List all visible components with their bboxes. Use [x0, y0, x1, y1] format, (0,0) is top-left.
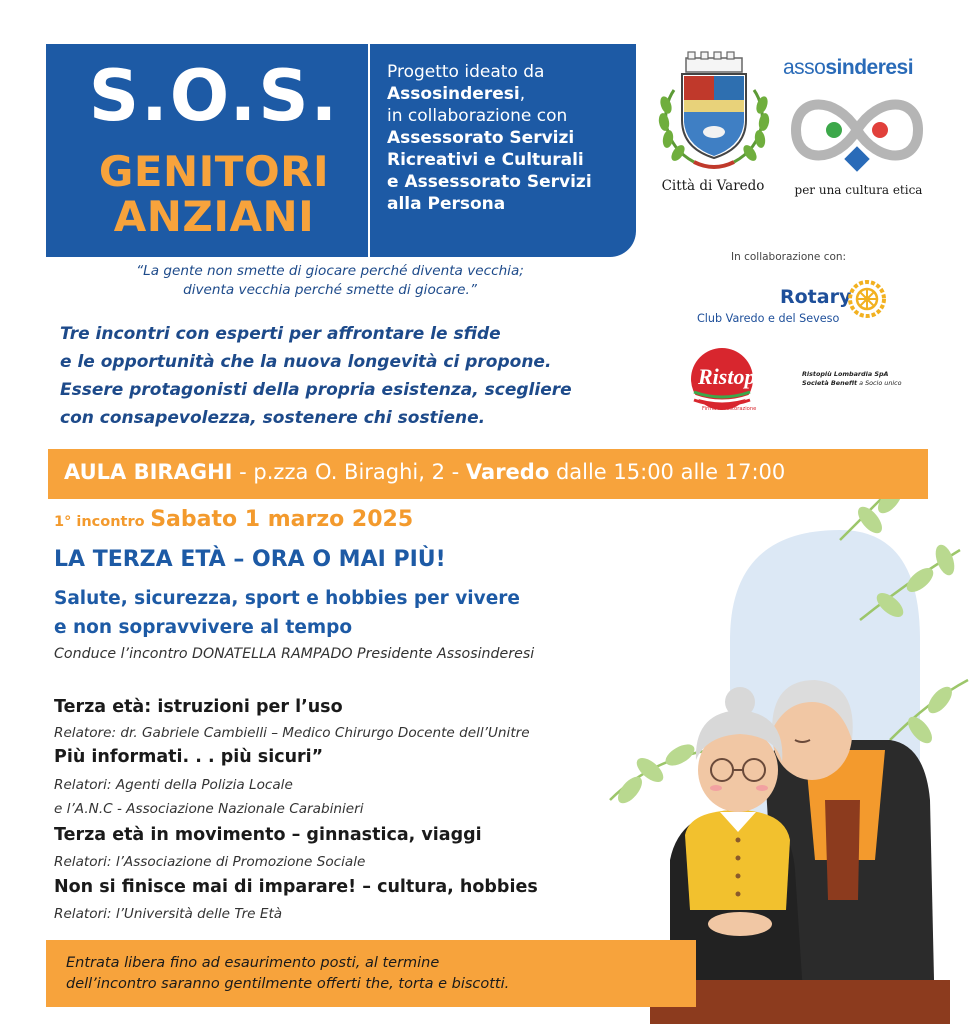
footer-line1: Entrata libera fino ad esaurimento posti, al termine — [66, 955, 440, 971]
citta-label: Città di Varedo — [661, 178, 765, 194]
project-bold-3: e Assessorato Servizi — [387, 172, 592, 192]
intro-line1: Tre incontri con esperti per affrontare le sfide — [60, 324, 501, 344]
meeting-title: LA TERZA ETÀ – ORA O MAI PIÙ! — [54, 547, 446, 572]
ristopiu-logo-icon — [690, 346, 796, 412]
topic-speaker: Relatori: l’Associazione di Promozione Sociale — [54, 854, 366, 870]
meeting-subtitle — [54, 584, 654, 642]
rotary-wordmark: Rotary — [780, 286, 852, 308]
assosinderesi-infinity-icon — [786, 84, 928, 176]
sos-title: S.O.S. — [88, 55, 340, 137]
asso-suffix: sinderesi — [825, 56, 914, 79]
venue-text — [64, 460, 785, 484]
quote — [60, 262, 600, 300]
assosinderesi-wordmark — [783, 56, 913, 80]
anziani-title: ANZIANI — [113, 192, 315, 241]
genitori-title: GENITORI — [98, 147, 330, 196]
collaboration-label: In collaborazione con: — [731, 251, 847, 263]
quote-line1: “La gente non smette di giocare perché diventa vecchia; — [136, 263, 524, 279]
topic-title: Terza età in movimento – ginnastica, viaggi — [54, 825, 482, 845]
venue-city: Varedo — [465, 460, 550, 484]
ristopiu-benefit-bold: Società Benefit — [802, 379, 858, 387]
topic-speaker: Relatori: Agenti della Polizia Locale — [54, 777, 293, 793]
ristopiu-seal-text: Firma la Ristorazione — [702, 406, 757, 412]
meeting-subtitle-line1: Salute, sicurezza, sport e hobbies per vivere — [54, 588, 520, 609]
intro-text — [60, 320, 640, 432]
footer-line2: dell’incontro saranno gentilmente offerti the, torta e biscotti. — [66, 976, 510, 992]
topic-speaker: e l’A.N.C - Associazione Nazionale Carabinieri — [54, 801, 364, 817]
ristopiu-brand-text: Ristopiù — [698, 364, 774, 389]
meeting-subtitle-line2: e non sopravvivere al tempo — [54, 617, 353, 638]
topic-title: Più informati. . . più sicuri” — [54, 747, 324, 767]
intro-line2: e le opportunità che la nuova longevità ci propone. — [60, 352, 552, 372]
ristopiu-benefit — [802, 379, 902, 387]
topic-title: Terza età: istruzioni per l’uso — [54, 697, 343, 717]
ristopiu-company: Ristopiù Lombardia SpA — [802, 370, 889, 378]
venue-place: AULA BIRAGHI — [64, 460, 233, 484]
rotary-wheel-icon — [847, 279, 887, 319]
ristopiu-socio: a Socio unico — [859, 379, 902, 387]
project-line1: Progetto ideato da — [387, 62, 545, 82]
meeting-conductor: Conduce l’incontro DONATELLA RAMPADO Presidente Assosinderesi — [54, 646, 535, 662]
rotary-club-label: Club Varedo e del Seveso — [697, 312, 840, 325]
venue-address: p.zza O. Biraghi, 2 — [253, 460, 445, 484]
project-bold-2: Ricreativi e Culturali — [387, 150, 584, 170]
project-bold-1: Assessorato Servizi — [387, 128, 575, 148]
project-org: Assosinderesi — [387, 84, 520, 104]
venue-sep1: - — [232, 460, 254, 484]
project-bold-4: alla Persona — [387, 194, 506, 214]
project-description — [387, 61, 632, 215]
intro-line4: con consapevolezza, sostenere chi sostiene. — [60, 408, 486, 428]
elderly-couple-illustration — [590, 440, 974, 1024]
project-line3: in collaborazione con — [387, 106, 568, 126]
intro-line3: Essere protagonisti della propria esistenza, scegliere — [60, 380, 572, 400]
meeting-date: Sabato 1 marzo 2025 — [150, 507, 414, 532]
venue-sep2: - — [444, 460, 466, 484]
quote-line2: diventa vecchia perché smette di giocare.” — [183, 282, 477, 298]
header-divider — [368, 44, 370, 257]
meeting-heading — [54, 507, 413, 532]
asso-tagline: per una cultura etica — [794, 183, 923, 197]
topic-speaker: Relatori: l’Università delle Tre Età — [54, 906, 283, 922]
meeting-number: 1° incontro — [54, 514, 145, 530]
asso-prefix: asso — [783, 56, 826, 79]
footer-note — [66, 953, 666, 995]
varedo-crest-icon — [652, 50, 776, 176]
project-comma: , — [519, 84, 526, 104]
topic-title: Non si finisce mai di imparare! – cultura, hobbies — [54, 877, 538, 897]
venue-time: dalle 15:00 alle 17:00 — [549, 460, 786, 484]
topic-speaker: Relatore: dr. Gabriele Cambielli – Medico Chirurgo Docente dell’Unitre — [54, 725, 530, 741]
